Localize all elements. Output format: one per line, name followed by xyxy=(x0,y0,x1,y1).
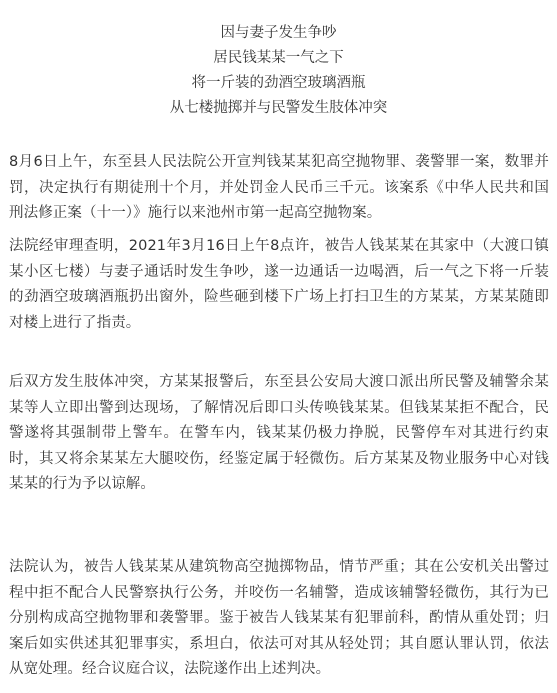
paragraph-court-opinion: 法院认为，被告人钱某某从建筑物高空抛掷物品，情节严重；其在公安机关出警过程中拒不配合人民警察执行公务，并咬伤一名辅警，造成该辅警轻微伤，其行为已分别构成高空抛物罪和袭警罪。鉴于被告人钱某某有犯罪前科，酌情从重处罚；归案后如实供述其犯罪事实，系坦白，依法可对其从轻处罚；其自愿认罪认罚，依法从宽处理。经合议庭合议，法院遂作出上述判决。 xyxy=(9,559,549,678)
paragraph-conflict: 后双方发生肢体冲突，方某某报警后，东至县公安局大渡口派出所民警及辅警余某某等人立即出警到达现场，了解情况后即口头传唤钱某某。但钱某某拒不配合，民警遂将其强制带上警车。在警车内，钱某某仍极力挣脱，民警停车对其进行约束时，其又将余某某左大腿咬伤，经鉴定属于轻微伤。后方某某及物业服务中心对钱某某的行为予以谅解。 xyxy=(9,374,549,493)
paragraph-facts: 法院经审理查明，2021年3月16日上午8点许，被告人钱某某在其家中（大渡口镇某小区七楼）与妻子通话时发生争吵，遂一边通话一边喝酒，后一气之下将一斤装的劲酒空玻璃酒瓶扔出窗外，险些砸到楼下广场上打扫卫生的方某某，方某某随即对楼上进行了指责。 xyxy=(9,238,549,331)
headline-line-2: 居民钱某某一气之下 xyxy=(213,50,344,66)
paragraph-verdict: 8月6日上午，东至县人民法院公开宣判钱某某犯高空抛物罪、袭警罪一案，数罪并罚，决定执行有期徒刑十个月，并处罚金人民币三千元。该案系《中华人民共和国刑法修正案（十一）》施行以来池州市第一起高空抛物案。 xyxy=(9,154,549,222)
headline-line-4: 从七楼抛掷并与民警发生肢体冲突 xyxy=(169,100,388,116)
headline xyxy=(0,0,557,121)
headline-line-3: 将一斤装的劲酒空玻璃酒瓶 xyxy=(191,75,366,91)
headline-line-1: 因与妻子发生争吵 xyxy=(220,25,337,41)
